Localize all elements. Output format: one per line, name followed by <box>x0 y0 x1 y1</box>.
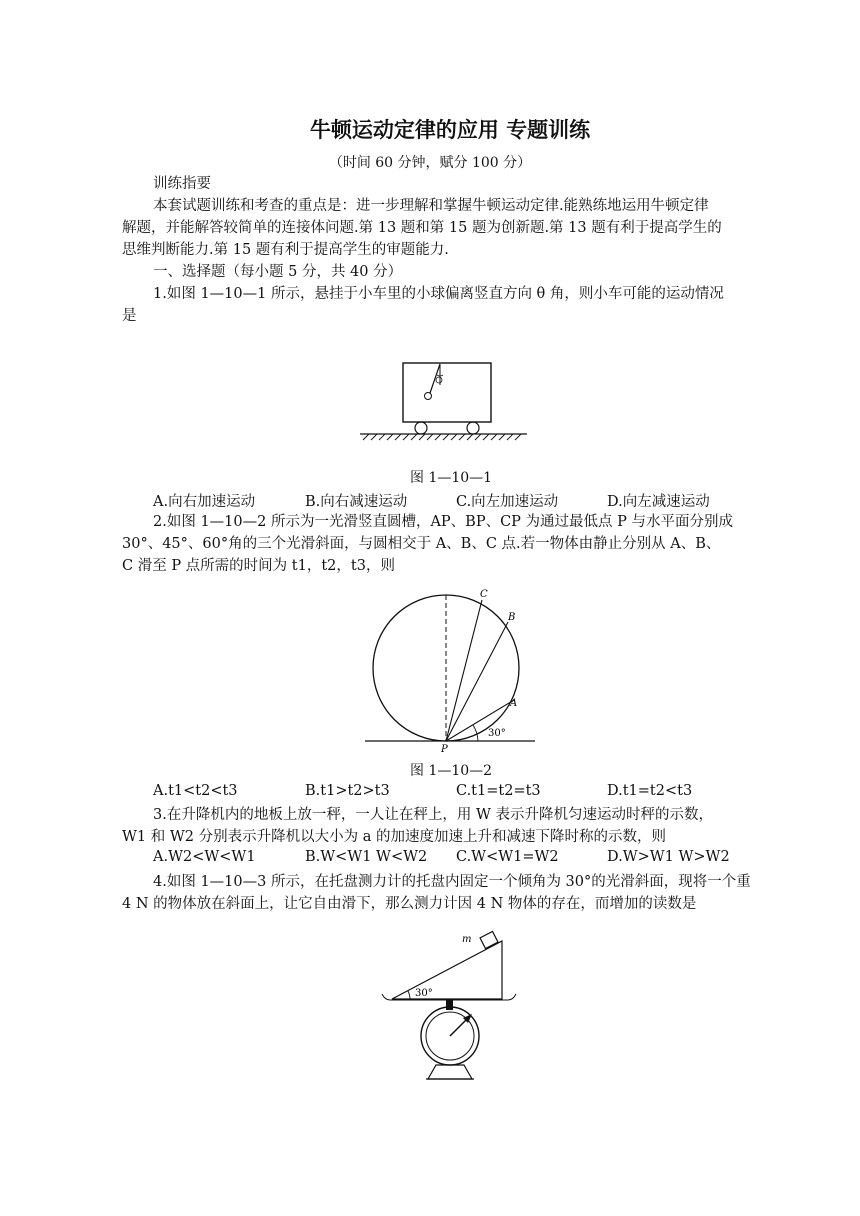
q2-option-a[interactable]: A.t1<t2<t3 <box>153 783 238 799</box>
label-p: P <box>441 744 448 755</box>
q1-option-b[interactable]: B.向右减速运动 <box>305 494 408 510</box>
q2-option-b[interactable]: B.t1>t2>t3 <box>305 783 390 799</box>
q1-option-a[interactable]: A.向右加速运动 <box>153 494 256 510</box>
q3-option-c[interactable]: C.W<W1=W2 <box>456 849 559 865</box>
section-heading: 一、选择题（每小题 5 分，共 40 分） <box>153 264 403 280</box>
label-m: m <box>462 934 472 945</box>
label-a: A <box>510 698 518 709</box>
q1-option-d[interactable]: D.向左减速运动 <box>607 494 710 510</box>
q1-figure-caption: 图 1—10—1 <box>410 470 493 486</box>
page-title: 牛顿运动定律的应用 专题训练 <box>309 118 591 142</box>
q1-line-1: 1.如图 1—10—1 所示，悬挂于小车里的小球偏离竖直方向 θ 角，则小车可能的运动情况 <box>153 286 724 302</box>
guide-heading: 训练指要 <box>153 176 211 192</box>
q1-option-c[interactable]: C.向左加速运动 <box>456 494 559 510</box>
q4-line-1: 4.如图 1—10—3 所示，在托盘测力计的托盘内固定一个倾角为 30°的光滑斜面，现将一个重 <box>153 874 751 890</box>
q2-figure-caption: 图 1—10—2 <box>410 763 493 779</box>
q2-option-d[interactable]: D.t1=t2<t3 <box>607 783 693 799</box>
label-angle-30: 30° <box>415 988 433 999</box>
q3-line-2: W1 和 W2 分别表示升降机以大小为 a 的加速度加速上升和减速下降时称的示数，则 <box>122 829 666 845</box>
q3-option-b[interactable]: B.W<W1 W<W2 <box>305 849 428 865</box>
label-c: C <box>480 589 488 600</box>
guide-line-2: 解题，并能解答较简单的连接体问题.第 13 题和第 15 题为创新题.第 13 题有利于提高学生的 <box>122 220 722 236</box>
q2-option-c[interactable]: C.t1=t2=t3 <box>456 783 541 799</box>
page-subtitle: （时间 60 分钟，赋分 100 分） <box>328 155 532 171</box>
q3-option-d[interactable]: D.W>W1 W>W2 <box>607 849 730 865</box>
guide-line-1: 本套试题训练和考查的重点是：进一步理解和掌握牛顿运动定律.能熟练地运用牛顿定律 <box>153 198 709 214</box>
label-b: B <box>508 612 516 623</box>
figure-scale-incline <box>380 922 520 1088</box>
label-angle: 30° <box>488 728 506 739</box>
q2-line-3: C 滑至 P 点所需的时间为 t1，t2，t3，则 <box>122 558 395 574</box>
q1-line-2: 是 <box>122 308 137 324</box>
guide-line-3: 思维判断能力.第 15 题有利于提高学生的审题能力. <box>122 242 449 258</box>
q2-line-1: 2.如图 1—10—2 所示为一光滑竖直圆槽，AP、BP、CP 为通过最低点 P 与水平面分别成 <box>153 514 734 530</box>
figure-cart-pendulum <box>355 355 535 445</box>
q2-line-2: 30°、45°、60°角的三个光滑斜面，与圆相交于 A、B、C 点.若一物体由静止分别从 A、B、 <box>122 536 721 552</box>
q3-option-a[interactable]: A.W2<W<W1 <box>153 849 256 865</box>
figure-circle-slopes <box>360 588 540 760</box>
q4-line-2: 4 N 的物体放在斜面上，让它自由滑下，那么测力计因 4 N 物体的存在，而增加的读数是 <box>122 896 697 912</box>
q3-line-1: 3.在升降机内的地板上放一秤，一人让在秤上，用 W 表示升降机匀速运动时秤的示数， <box>153 807 713 823</box>
